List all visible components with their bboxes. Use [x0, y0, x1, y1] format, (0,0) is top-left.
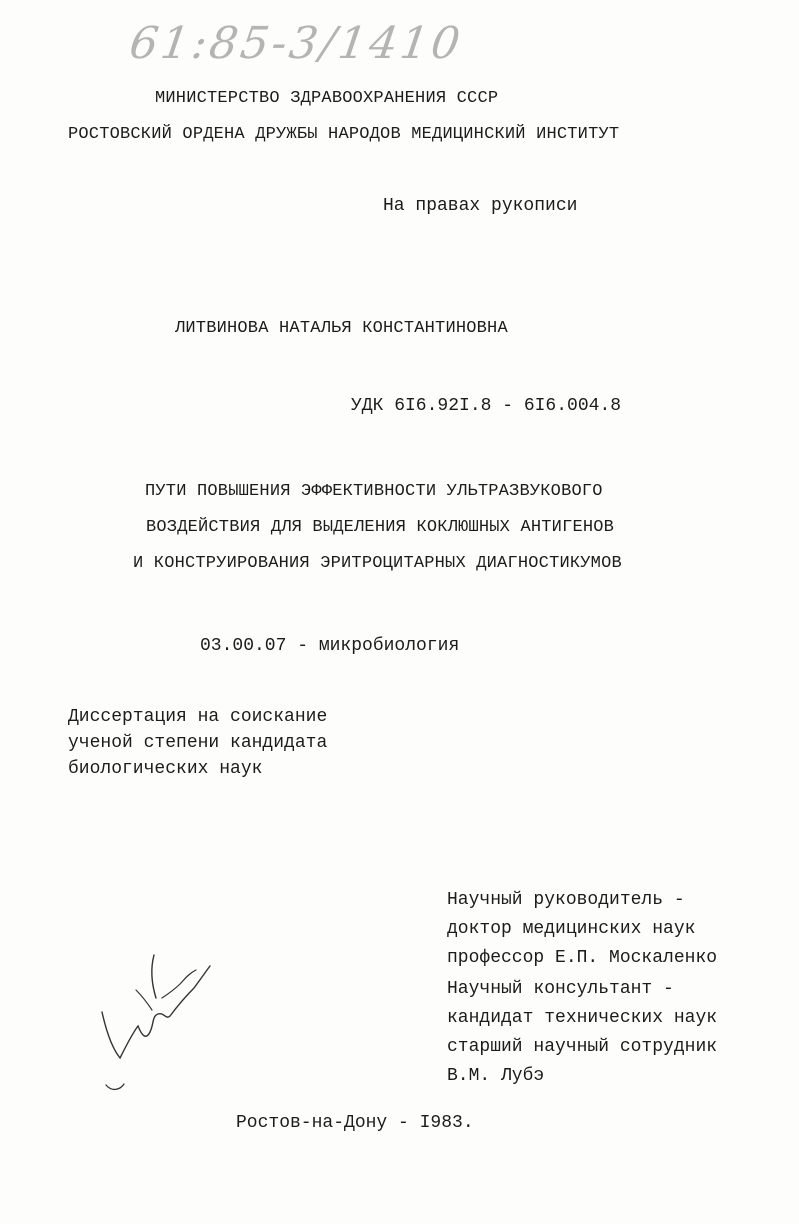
degree-statement	[68, 704, 327, 782]
dissertation-title-line-3: И КОНСТРУИРОВАНИЯ ЭРИТРОЦИТАРНЫХ ДИАГНОСТИКУМОВ	[133, 554, 622, 573]
place-and-year: Ростов-на-Дону - I983.	[236, 1113, 474, 1133]
consultant-line: старший научный сотрудник	[447, 1037, 718, 1057]
udk-code: УДК 6I6.92I.8 - 6I6.004.8	[351, 396, 622, 416]
manuscript-note: На правах рукописи	[383, 196, 578, 216]
supervisor-line: Научный руководитель -	[447, 890, 685, 910]
dissertation-title-line-2: ВОЗДЕЙСТВИЯ ДЛЯ ВЫДЕЛЕНИЯ КОКЛЮШНЫХ АНТИГЕНОВ	[146, 518, 615, 537]
supervisor-line: профессор Е.П. Москаленко	[447, 948, 718, 968]
consultant-line: кандидат технических наук	[447, 1008, 718, 1028]
author-name: ЛИТВИНОВА НАТАЛЬЯ КОНСТАНТИНОВНА	[175, 319, 508, 338]
specialty-code: 03.00.07 - микробиология	[200, 636, 460, 656]
supervisor-block	[447, 886, 717, 973]
consultant-block	[447, 975, 717, 1091]
institute-heading: РОСТОВСКИЙ ОРДЕНА ДРУЖБЫ НАРОДОВ МЕДИЦИНСКИЙ ИНСТИТУТ	[68, 125, 620, 144]
degree-line: ученой степени кандидата	[68, 733, 328, 753]
archive-number-stamp: 61:85-3/1410	[126, 18, 467, 69]
handwritten-signature	[92, 950, 232, 1100]
degree-line: биологических наук	[68, 759, 263, 779]
consultant-line: В.М. Лубэ	[447, 1066, 545, 1086]
degree-line: Диссертация на соискание	[68, 707, 328, 727]
supervisor-line: доктор медицинских наук	[447, 919, 696, 939]
dissertation-title-line-1: ПУТИ ПОВЫШЕНИЯ ЭФФЕКТИВНОСТИ УЛЬТРАЗВУКОВОГО	[145, 482, 603, 501]
ministry-heading: МИНИСТЕРСТВО ЗДРАВООХРАНЕНИЯ СССР	[155, 89, 499, 108]
consultant-line: Научный консультант -	[447, 979, 674, 999]
